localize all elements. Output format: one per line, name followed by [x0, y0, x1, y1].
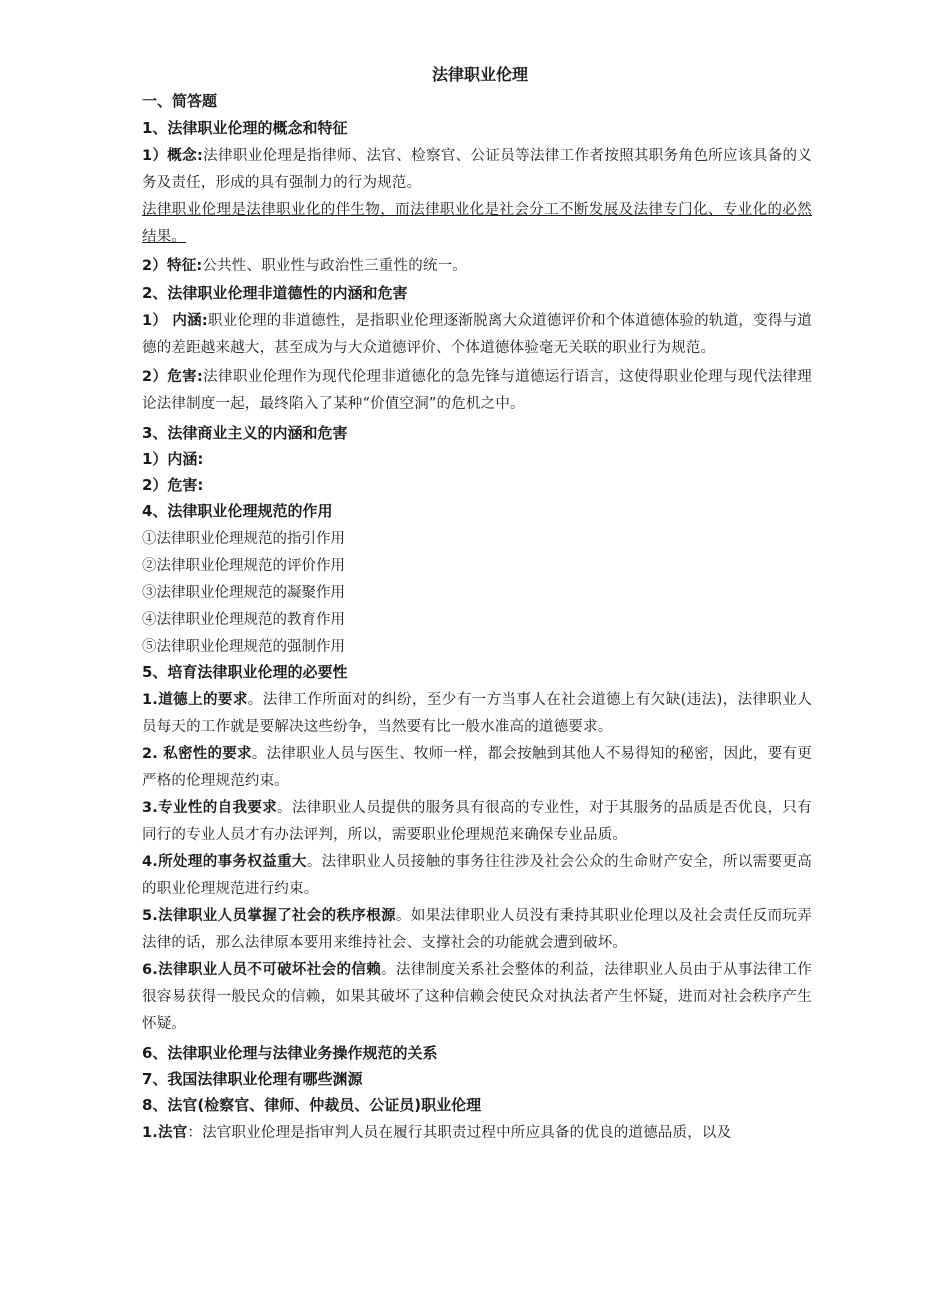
list-item: ①法律职业伦理规范的指引作用 — [142, 531, 345, 547]
concept-text: 法律职业伦理是指律师、法官、检察官、公证员等法律工作者按照其职务角色所应该具备的义务及责任，形成的具有强制力的行为规范。 — [142, 148, 813, 191]
question-heading-2: 2、法律职业伦理非道德性的内涵和危害 — [142, 284, 408, 302]
q3-harm-label: 2）危害: — [142, 476, 204, 494]
connotation-label: 1） 内涵: — [142, 313, 208, 329]
necessity-text: 。法律工作所面对的纠纷，至少有一方当事人在社会道德上有欠缺(违法)，法律职业人员每天的工作就是要解决这些纷争，当然要有比一般水准高的道德要求。 — [142, 692, 812, 735]
question-heading-7: 7、我国法律职业伦理有哪些渊源 — [142, 1070, 363, 1088]
concept-label: 1）概念: — [142, 148, 204, 164]
question-heading-5: 5、培育法律职业伦理的必要性 — [142, 663, 348, 681]
necessity-label: 5.法律职业人员掌握了社会的秩序根源 — [142, 908, 396, 924]
question-heading-1: 1、法律职业伦理的概念和特征 — [142, 119, 348, 137]
necessity-text: 。如果法律职业人员没有秉持其职业伦理以及社会责任反而玩弄法律的话，那么法律原本要用来维持社会、支撑社会的功能就会遭到破坏。 — [142, 908, 812, 951]
list-item: ④法律职业伦理规范的教育作用 — [142, 612, 345, 628]
question-heading-3: 3、法律商业主义的内涵和危害 — [142, 424, 348, 442]
list-item: ⑤法律职业伦理规范的强制作用 — [142, 639, 345, 655]
necessity-label: 6.法律职业人员不可破坏社会的信赖 — [142, 962, 382, 978]
necessity-item — [142, 903, 812, 957]
necessity-label: 1.道德上的要求 — [142, 692, 248, 708]
necessity-label: 2. 私密性的要求 — [142, 746, 252, 762]
question-heading-4: 4、法律职业伦理规范的作用 — [142, 502, 333, 520]
necessity-label: 4.所处理的事务权益重大 — [142, 854, 307, 870]
judge-label: 1.法官 — [142, 1125, 188, 1141]
necessity-item — [142, 957, 812, 1038]
harm-paragraph — [142, 364, 812, 418]
feature-label: 2）特征: — [142, 258, 203, 274]
question-heading-8: 8、法官(检察官、律师、仲裁员、公证员)职业伦理 — [142, 1096, 482, 1114]
judge-text: ：法官职业伦理是指审判人员在履行其职责过程中所应具备的优良的道德品质，以及 — [187, 1125, 732, 1141]
judge-paragraph — [142, 1120, 812, 1147]
list-item: ③法律职业伦理规范的凝聚作用 — [142, 585, 345, 601]
necessity-text: 。法律职业人员与医生、牧师一样，都会按触到其他人不易得知的秘密，因此，要有更严格的伦理规范约束。 — [142, 746, 812, 789]
necessity-text: 。法律制度关系社会整体的利益，法律职业人员由于从事法律工作 很容易获得一般民众的信赖，如果其破坏了这种信赖会使民众对执法者产生怀疑，进而对社会秩序产生怀疑。 — [142, 962, 812, 1032]
question-heading-6: 6、法律职业伦理与法律业务操作规范的关系 — [142, 1044, 438, 1062]
necessity-item — [142, 741, 812, 795]
document-title: 法律职业伦理 — [431, 65, 528, 84]
necessity-item — [142, 687, 812, 741]
harm-text: 法律职业伦理作为现代伦理非道德化的急先锋与道德运行语言，这使得职业伦理与现代法律理论法律制度一起，最终陷入了某种“价值空洞”的危机之中。 — [142, 369, 813, 412]
connotation-paragraph — [142, 308, 812, 362]
section-heading: 一、简答题 — [142, 92, 218, 110]
harm-label: 2）危害: — [142, 369, 204, 385]
feature-paragraph — [142, 253, 812, 280]
underlined-paragraph: 法律职业伦理是法律职业化的伴生物，而法律职业化是社会分工不断发展及法律专门化、专业化的必然结果。 — [142, 202, 812, 245]
necessity-text: 。法律职业人员接触的事务往往涉及社会公众的生命财产安全，所以需要更高的职业伦理规范进行约束。 — [142, 854, 813, 897]
connotation-text: 职业伦理的非道德性，是指职业伦理逐渐脱离大众道德评价和个体道德体验的轨道，变得与道德的差距越来越大，甚至成为与大众道德评价、个体道德体验毫无关联的职业行为规范。 — [142, 313, 813, 356]
concept-paragraph — [142, 143, 812, 197]
necessity-label: 3.专业性的自我要求 — [142, 800, 278, 816]
necessity-item — [142, 849, 812, 903]
q3-connotation-label: 1）内涵: — [142, 450, 204, 468]
necessity-item — [142, 795, 812, 849]
list-item: ②法律职业伦理规范的评价作用 — [142, 558, 345, 574]
feature-text: 公共性、职业性与政治性三重性的统一。 — [202, 258, 467, 274]
necessity-text: 。法律职业人员提供的服务具有很高的专业性，对于其服务的品质是否优良，只有同行的专业人员才有办法评判，所以，需要职业伦理规范来确保专业品质。 — [142, 800, 812, 843]
document-page — [142, 64, 812, 1147]
